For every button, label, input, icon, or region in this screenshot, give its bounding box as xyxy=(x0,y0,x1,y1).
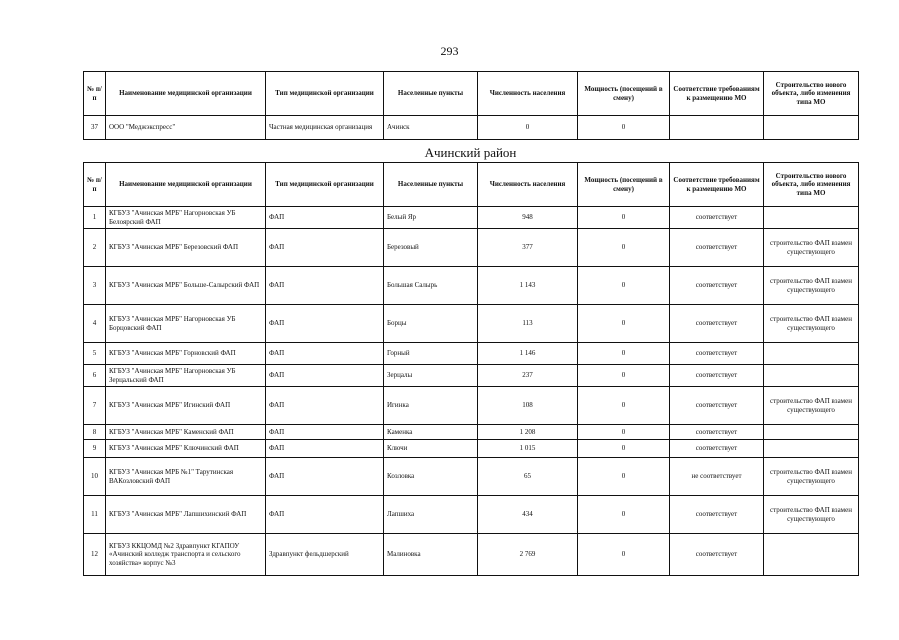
table-row xyxy=(84,365,859,387)
cell-organization: КГБУЗ "Ачинская МРБ №1" Тарутинская ВАКозловский ФАП xyxy=(106,458,266,496)
cell-organization: КГБУЗ "Ачинская МРБ" Больше-Салырский ФАП xyxy=(106,267,266,305)
cell-type: Здравпункт фельдшерский xyxy=(266,534,384,576)
cell-construction: строительство ФАП взамен существующего xyxy=(764,305,859,343)
cell-compliance xyxy=(670,116,764,140)
cell-organization: КГБУЗ ККЦОМД №2 Здравпункт КГАПОУ «Ачинский колледж транспорта и сельского хозяйства» корпус №3 xyxy=(106,534,266,576)
cell-population: 1 146 xyxy=(478,343,578,365)
cell-population: 377 xyxy=(478,229,578,267)
cell-number: 3 xyxy=(84,267,106,305)
cell-capacity: 0 xyxy=(578,305,670,343)
header-number: № п/п xyxy=(84,163,106,207)
cell-construction xyxy=(764,365,859,387)
cell-capacity: 0 xyxy=(578,207,670,229)
cell-construction: строительство ФАП взамен существующего xyxy=(764,496,859,534)
cell-organization: ООО "Меджэкспресс" xyxy=(106,116,266,140)
cell-construction xyxy=(764,440,859,458)
cell-settlement: Большая Салырь xyxy=(384,267,478,305)
cell-construction xyxy=(764,534,859,576)
table-row xyxy=(84,534,859,576)
cell-compliance: соответствует xyxy=(670,496,764,534)
cell-organization: КГБУЗ "Ачинская МРБ" Горновский ФАП xyxy=(106,343,266,365)
cell-capacity: 0 xyxy=(578,496,670,534)
cell-number: 11 xyxy=(84,496,106,534)
cell-compliance: соответствует xyxy=(670,207,764,229)
cell-type: Частная медицинская организация xyxy=(266,116,384,140)
table-header-row xyxy=(84,72,859,116)
header-type: Тип медицинской организации xyxy=(266,163,384,207)
cell-construction: строительство ФАП взамен существующего xyxy=(764,229,859,267)
cell-capacity: 0 xyxy=(578,343,670,365)
table-row xyxy=(84,267,859,305)
cell-type: ФАП xyxy=(266,229,384,267)
cell-compliance: соответствует xyxy=(670,425,764,440)
cell-compliance: соответствует xyxy=(670,365,764,387)
table-row xyxy=(84,229,859,267)
header-construction: Строительство нового объекта, либо изменения типа МО xyxy=(764,72,859,116)
header-population: Численность населения xyxy=(478,72,578,116)
cell-population: 113 xyxy=(478,305,578,343)
cell-settlement: Каменка xyxy=(384,425,478,440)
cell-compliance: соответствует xyxy=(670,229,764,267)
cell-organization: КГБУЗ "Ачинская МРБ" Игинский ФАП xyxy=(106,387,266,425)
cell-type: ФАП xyxy=(266,440,384,458)
cell-number: 1 xyxy=(84,207,106,229)
cell-population: 1 143 xyxy=(478,267,578,305)
cell-capacity: 0 xyxy=(578,440,670,458)
cell-construction: строительство ФАП взамен существующего xyxy=(764,387,859,425)
region-title: Ачинский район xyxy=(424,145,517,160)
header-number: № п/п xyxy=(84,72,106,116)
cell-settlement: Березовый xyxy=(384,229,478,267)
cell-organization: КГБУЗ "Ачинская МРБ" Нагорновская УБ Борцовский ФАП xyxy=(106,305,266,343)
cell-construction: строительство ФАП взамен существующего xyxy=(764,458,859,496)
header-settlement: Населенные пункты xyxy=(384,72,478,116)
cell-population: 434 xyxy=(478,496,578,534)
cell-population: 948 xyxy=(478,207,578,229)
cell-type: ФАП xyxy=(266,425,384,440)
table-row xyxy=(84,343,859,365)
cell-population: 237 xyxy=(478,365,578,387)
cell-construction xyxy=(764,343,859,365)
cell-number: 6 xyxy=(84,365,106,387)
page-number: 293 xyxy=(440,44,459,58)
table-row xyxy=(84,496,859,534)
cell-capacity: 0 xyxy=(578,458,670,496)
cell-construction xyxy=(764,207,859,229)
table-row xyxy=(84,458,859,496)
table-row xyxy=(84,440,859,458)
cell-settlement: Игинка xyxy=(384,387,478,425)
cell-number: 9 xyxy=(84,440,106,458)
cell-number: 10 xyxy=(84,458,106,496)
cell-organization: КГБУЗ "Ачинская МРБ" Каменский ФАП xyxy=(106,425,266,440)
cell-type: ФАП xyxy=(266,365,384,387)
table-header-row xyxy=(84,163,859,207)
cell-settlement: Горный xyxy=(384,343,478,365)
cell-settlement: Ачинск xyxy=(384,116,478,140)
cell-population: 1 208 xyxy=(478,425,578,440)
header-population: Численность населения xyxy=(478,163,578,207)
header-settlement: Населенные пункты xyxy=(384,163,478,207)
cell-compliance: соответствует xyxy=(670,387,764,425)
cell-population: 0 xyxy=(478,116,578,140)
table-body xyxy=(84,207,859,576)
table-row xyxy=(84,116,859,140)
cell-compliance: соответствует xyxy=(670,343,764,365)
cell-construction xyxy=(764,116,859,140)
header-capacity: Мощность (посещений в смену) xyxy=(578,72,670,116)
cell-number: 2 xyxy=(84,229,106,267)
cell-population: 108 xyxy=(478,387,578,425)
header-organization: Наименование медицинской организации xyxy=(106,72,266,116)
cell-type: ФАП xyxy=(266,496,384,534)
cell-settlement: Ключи xyxy=(384,440,478,458)
cell-number: 8 xyxy=(84,425,106,440)
cell-type: ФАП xyxy=(266,267,384,305)
table-row xyxy=(84,387,859,425)
header-capacity: Мощность (посещений в смену) xyxy=(578,163,670,207)
cell-capacity: 0 xyxy=(578,116,670,140)
cell-compliance: соответствует xyxy=(670,440,764,458)
cell-population: 2 769 xyxy=(478,534,578,576)
header-compliance: Соответствие требованиям к размещению МО xyxy=(670,72,764,116)
cell-organization: КГБУЗ "Ачинская МРБ" Березовский ФАП xyxy=(106,229,266,267)
cell-number: 37 xyxy=(84,116,106,140)
cell-compliance: соответствует xyxy=(670,534,764,576)
table-organizations-top xyxy=(83,71,859,140)
table-row xyxy=(84,425,859,440)
cell-organization: КГБУЗ "Ачинская МРБ" Ключинский ФАП xyxy=(106,440,266,458)
cell-compliance: соответствует xyxy=(670,267,764,305)
cell-compliance: соответствует xyxy=(670,305,764,343)
cell-type: ФАП xyxy=(266,343,384,365)
cell-number: 7 xyxy=(84,387,106,425)
header-type: Тип медицинской организации xyxy=(266,72,384,116)
cell-settlement: Малиновка xyxy=(384,534,478,576)
cell-type: ФАП xyxy=(266,305,384,343)
cell-capacity: 0 xyxy=(578,229,670,267)
cell-organization: КГБУЗ "Ачинская МРБ" Нагорновская УБ Зерцальский ФАП xyxy=(106,365,266,387)
cell-settlement: Белый Яр xyxy=(384,207,478,229)
cell-organization: КГБУЗ "Ачинская МРБ" Нагорновская УБ Белоярский ФАП xyxy=(106,207,266,229)
cell-number: 4 xyxy=(84,305,106,343)
cell-compliance: не соответствует xyxy=(670,458,764,496)
cell-organization: КГБУЗ "Ачинская МРБ" Лапшихинский ФАП xyxy=(106,496,266,534)
cell-population: 1 015 xyxy=(478,440,578,458)
cell-number: 5 xyxy=(84,343,106,365)
cell-settlement: Лапшиха xyxy=(384,496,478,534)
cell-capacity: 0 xyxy=(578,365,670,387)
table-row xyxy=(84,305,859,343)
cell-settlement: Борцы xyxy=(384,305,478,343)
cell-settlement: Зерцалы xyxy=(384,365,478,387)
cell-type: ФАП xyxy=(266,207,384,229)
cell-capacity: 0 xyxy=(578,267,670,305)
cell-construction: строительство ФАП взамен существующего xyxy=(764,267,859,305)
cell-type: ФАП xyxy=(266,458,384,496)
cell-settlement: Козловка xyxy=(384,458,478,496)
cell-capacity: 0 xyxy=(578,387,670,425)
cell-capacity: 0 xyxy=(578,425,670,440)
cell-population: 65 xyxy=(478,458,578,496)
cell-construction xyxy=(764,425,859,440)
header-organization: Наименование медицинской организации xyxy=(106,163,266,207)
cell-type: ФАП xyxy=(266,387,384,425)
cell-capacity: 0 xyxy=(578,534,670,576)
table-row xyxy=(84,207,859,229)
header-construction: Строительство нового объекта, либо изменения типа МО xyxy=(764,163,859,207)
table-organizations-region xyxy=(83,162,859,576)
cell-number: 12 xyxy=(84,534,106,576)
header-compliance: Соответствие требованиям к размещению МО xyxy=(670,163,764,207)
